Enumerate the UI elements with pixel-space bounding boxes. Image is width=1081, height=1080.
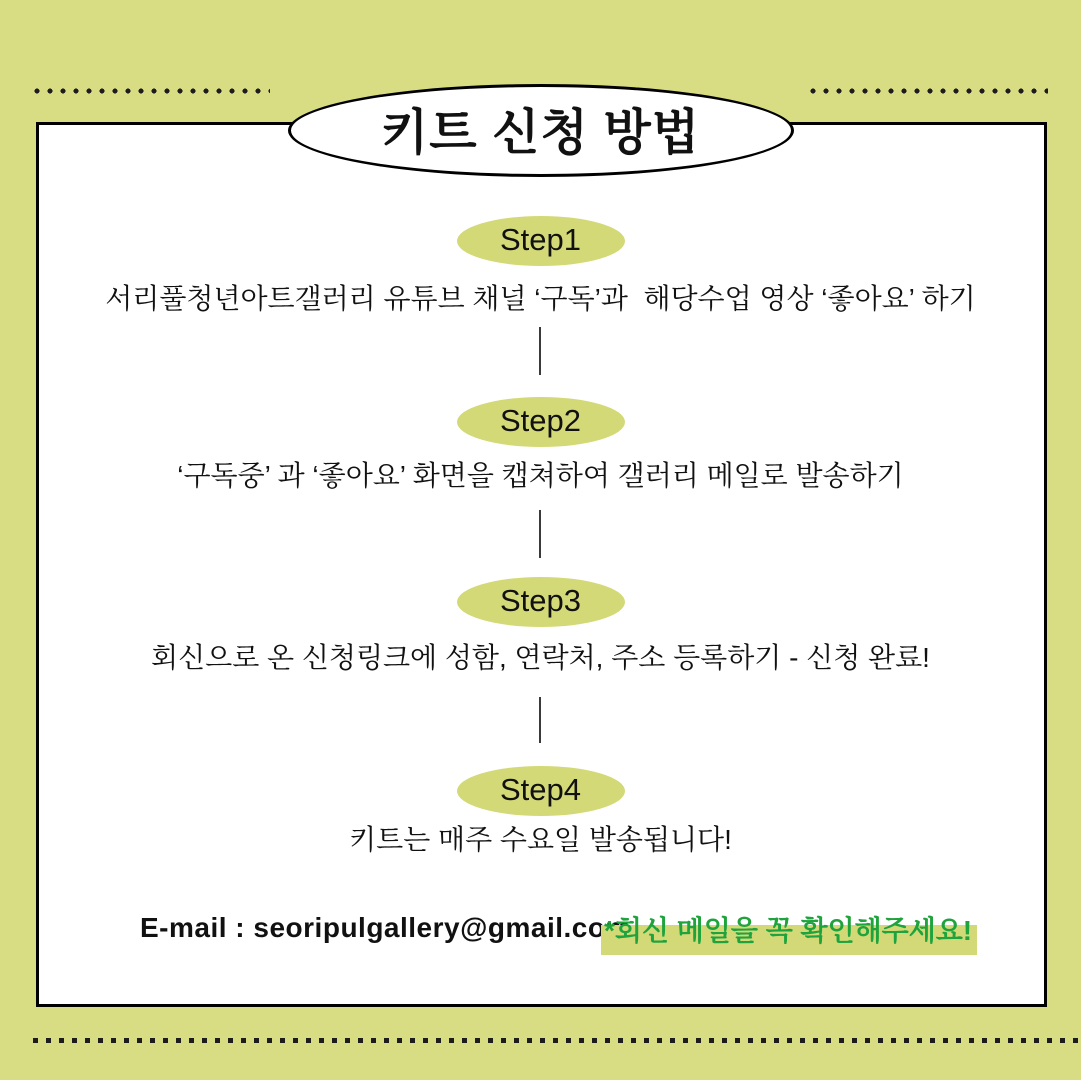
top-right-dotted-line <box>810 88 1048 94</box>
step4-badge-label: Step4 <box>499 772 581 807</box>
step2-badge-label: Step2 <box>499 403 581 438</box>
step4-badge <box>457 766 625 816</box>
step1-badge-label: Step1 <box>499 222 581 257</box>
step2-badge <box>457 397 625 447</box>
connector-line-2 <box>539 510 541 558</box>
page-title: 키트 신청 방법 <box>380 105 701 160</box>
connector-line-3 <box>539 697 541 743</box>
connector-line-1 <box>539 327 541 375</box>
top-left-dotted-line <box>34 88 270 94</box>
step2-description: ‘구독중’ 과 ‘좋아요’ 화면을 캡쳐하여 갤러리 메일로 발송하기 <box>177 460 904 491</box>
reply-reminder-note: *회신 메일을 꼭 확인해주세요! <box>604 909 972 949</box>
step1-description: 서리풀청년아트갤러리 유튜브 채널 ‘구독’과 해당수업 영상 ‘좋아요’ 하기 <box>105 283 976 314</box>
step3-description: 회신으로 온 신청링크에 성함, 연락처, 주소 등록하기 - 신청 완료! <box>151 642 930 673</box>
step1-badge <box>457 216 625 266</box>
step4-description: 키트는 매주 수요일 발송됩니다! <box>349 824 732 855</box>
title-ellipse <box>288 84 794 177</box>
email-text: E-mail : seoripulgallery@gmail.com <box>140 912 631 943</box>
bottom-dotted-line <box>33 1038 1081 1043</box>
step3-badge-label: Step3 <box>499 583 581 618</box>
step3-badge <box>457 577 625 627</box>
